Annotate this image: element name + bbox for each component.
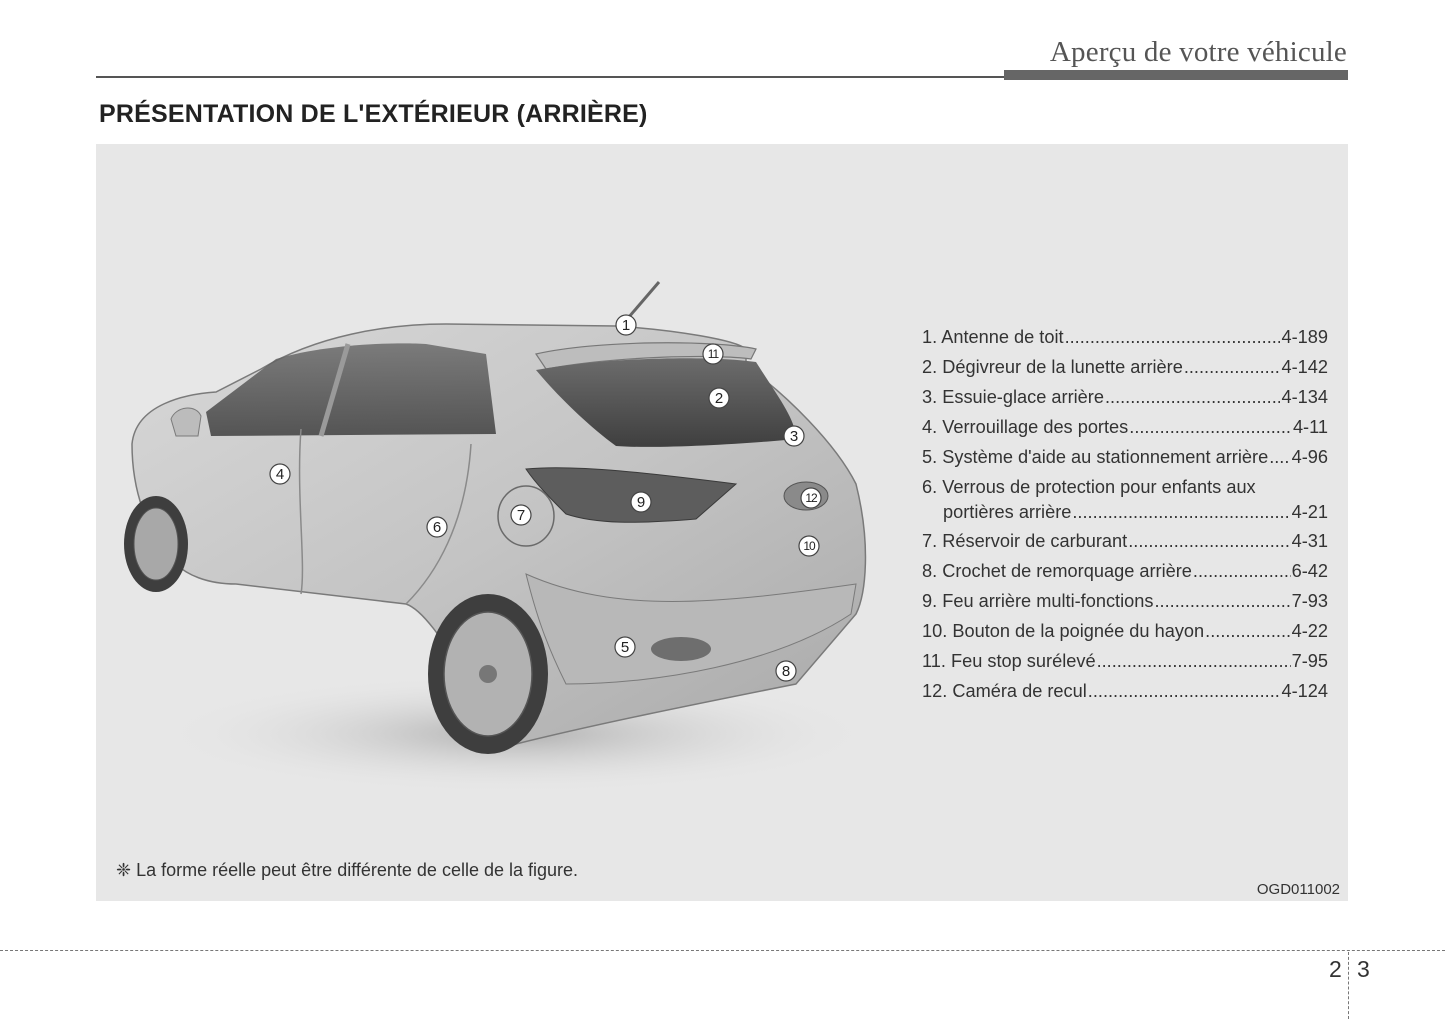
legend-item: 1. Antenne de toit ..... 4-189 — [922, 322, 1328, 352]
callout-11 — [703, 344, 723, 364]
page-number: 3 — [1357, 956, 1370, 982]
car-illustration — [96, 144, 896, 844]
svg-text:1: 1 — [621, 317, 631, 334]
svg-text:11: 11 — [707, 347, 719, 361]
legend-item: 8. Crochet de remorquage arrière ..... 6-42 — [922, 556, 1328, 586]
callout-2 — [709, 388, 729, 408]
svg-text:4: 4 — [275, 466, 285, 483]
legend-item: 2. Dégivreur de la lunette arrière ..... 4-142 — [922, 352, 1328, 382]
rear-hub — [479, 665, 497, 683]
svg-text:5: 5 — [620, 639, 630, 656]
callout-7 — [511, 505, 531, 525]
svg-text:7: 7 — [516, 507, 526, 524]
side-window — [206, 343, 496, 436]
legend-item: 3. Essuie-glace arrière ..... 4-134 — [922, 382, 1328, 412]
svg-text:3: 3 — [789, 428, 799, 445]
svg-text:8: 8 — [781, 663, 791, 680]
callout-9 — [631, 492, 651, 512]
callout-12 — [801, 488, 821, 508]
header-rule-accent — [1004, 70, 1348, 80]
legend-item: 6. Verrous de protection pour enfants aux — [922, 477, 1256, 497]
legend-item: 9. Feu arrière multi-fonctions ..... 7-93 — [922, 586, 1328, 616]
callout-8 — [776, 661, 796, 681]
svg-text:10: 10 — [803, 539, 815, 553]
callout-10 — [799, 536, 819, 556]
legend-item: 11. Feu stop surélevé ..... 7-95 — [922, 646, 1328, 676]
side-mirror — [171, 408, 201, 436]
figure-code: OGD011002 — [1256, 881, 1340, 898]
callout-4 — [270, 464, 290, 484]
page-gutter-divider — [1348, 952, 1349, 1019]
svg-text:6: 6 — [432, 519, 442, 536]
callout-5 — [615, 637, 635, 657]
header-rule — [96, 76, 1006, 78]
legend-item: 4. Verrouillage des portes ..... 4-11 — [922, 412, 1328, 442]
section-title: PRÉSENTATION DE L'EXTÉRIEUR (ARRIÈRE) — [99, 100, 648, 128]
svg-text:2: 2 — [714, 390, 724, 407]
front-rim — [134, 508, 178, 580]
footer-divider — [0, 950, 1445, 951]
figure-note: ❈ La forme réelle peut être différente de celle de la figure. — [116, 860, 579, 880]
legend-item: 10. Bouton de la poignée du hayon ..... 4-22 — [922, 616, 1328, 646]
figure-panel — [96, 144, 1348, 901]
page-number-chapter: 2 — [1329, 956, 1342, 982]
callout-1 — [616, 315, 636, 335]
legend-list — [922, 322, 1328, 706]
callout-6 — [427, 517, 447, 537]
legend-item: 5. Système d'aide au stationnement arrière ..... 4-96 — [922, 442, 1328, 472]
legend-item: 12. Caméra de recul ..... 4-124 — [922, 676, 1328, 706]
legend-item: 7. Réservoir de carburant ..... 4-31 — [922, 526, 1328, 556]
callout-3 — [784, 426, 804, 446]
reflector — [651, 637, 711, 661]
legend-item-continued: portières arrière ..... 4-21 — [922, 499, 1328, 526]
svg-text:12: 12 — [805, 491, 817, 505]
svg-text:9: 9 — [636, 494, 646, 511]
chapter-title: Aperçu de votre véhicule — [1049, 36, 1347, 68]
